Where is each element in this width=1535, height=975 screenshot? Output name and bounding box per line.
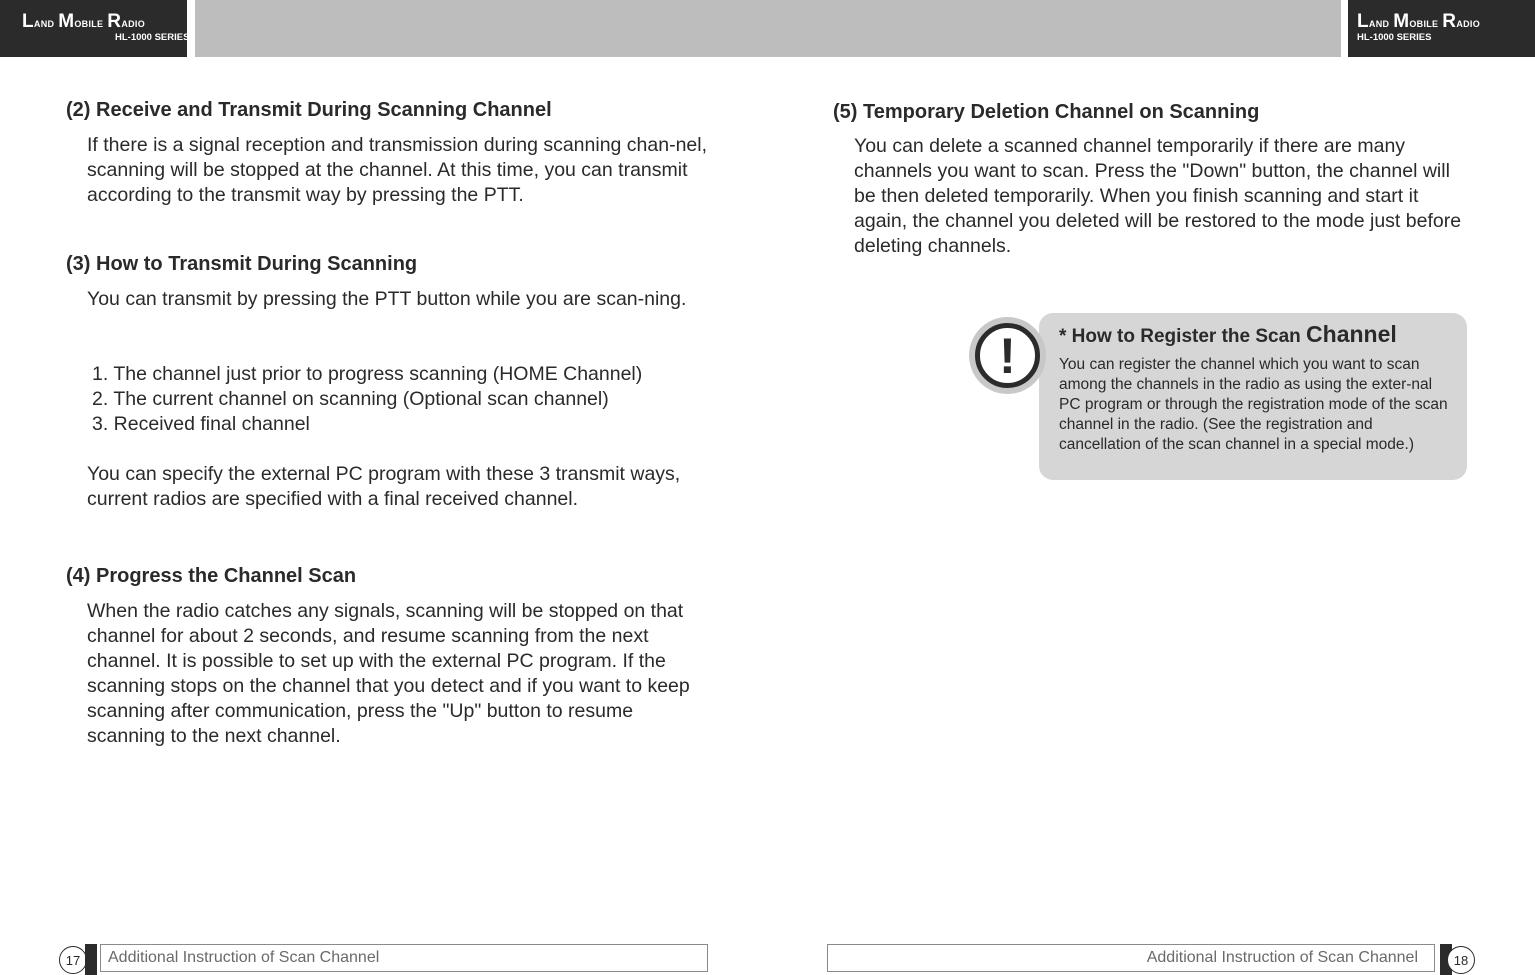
brand-word: adio xyxy=(1456,15,1481,30)
brand-letter: L xyxy=(22,11,34,32)
series-label-right: HL-1000 SERIES xyxy=(1357,32,1432,43)
footer-label-right: Additional Instruction of Scan Channel xyxy=(827,944,1435,972)
brand-title-left xyxy=(22,11,145,33)
section-3-outro: You can specify the external PC program with these 3 transmit ways, current radios are specified with a final received channel. xyxy=(87,463,681,510)
list-item: 1. The channel just prior to progress scanning (HOME Channel) xyxy=(92,363,643,385)
section-2-body: If there is a signal reception and transmission during scanning chan-nel, scanning will be stopped at the channel. At this time, you can transmit according to the transmit way by pressing the PTT. xyxy=(87,134,708,206)
page-number-left: 17 xyxy=(59,946,87,974)
brand-letter: R xyxy=(1442,11,1457,32)
section-3-intro: You can transmit by pressing the PTT button while you are scan-ning. xyxy=(87,288,687,310)
note-title-prefix: * How to Register the Scan xyxy=(1059,326,1307,347)
brand-word: and xyxy=(33,15,59,30)
footer-tab-left xyxy=(85,944,97,975)
brand-word: obile xyxy=(1409,15,1443,30)
note-title xyxy=(1059,321,1397,348)
note-title-emphasis: Channel xyxy=(1306,321,1397,347)
exclamation-icon xyxy=(969,317,1046,394)
section-5-body: You can delete a scanned channel temporarily if there are many channels you want to scan. Press the "Down" button, the channel will be then deleted temporarily. When you finish scanning and start it again, the channel you deleted will be restored to the mode just before deleting channels. xyxy=(854,135,1462,257)
header-bar xyxy=(195,0,1341,57)
header-right-badge xyxy=(1348,0,1535,57)
brand-word: adio xyxy=(121,15,146,30)
section-4-title: (4) Progress the Channel Scan xyxy=(66,565,357,587)
section-2-title: (2) Receive and Transmit During Scanning Channel xyxy=(66,99,552,121)
section-5-title: (5) Temporary Deletion Channel on Scanning xyxy=(833,101,1260,123)
section-4-body: When the radio catches any signals, scanning will be stopped on that channel for about 2 seconds, and resume scanning from the next channel. It is possible to set up with the external PC program. If the scanning stops on the channel that you detect and if you want to keep scanning after communication, press the "Up" button to resume scanning to the next channel. xyxy=(87,600,690,747)
exclamation-glyph: ! xyxy=(975,323,1040,388)
list-item: 3. Received final channel xyxy=(92,413,310,435)
section-3-title: (3) How to Transmit During Scanning xyxy=(66,253,418,275)
brand-letter: L xyxy=(1357,11,1369,32)
header-left-badge xyxy=(0,0,190,57)
note-body: You can register the channel which you want to scan among the channels in the radio as using the exter-nal PC program or through the registration mode of the scan channel in the radio. (See the registration and cancellation of the scan channel in a special mode.) xyxy=(1059,356,1448,453)
brand-letter: M xyxy=(1393,11,1410,32)
brand-title-right xyxy=(1357,11,1480,33)
brand-word: obile xyxy=(74,15,108,30)
brand-letter: M xyxy=(58,11,75,32)
list-item: 2. The current channel on scanning (Optional scan channel) xyxy=(92,388,609,410)
brand-word: and xyxy=(1368,15,1394,30)
page-number-right: 18 xyxy=(1447,946,1475,974)
series-label-left: HL-1000 SERIES xyxy=(115,32,190,43)
footer-label-left: Additional Instruction of Scan Channel xyxy=(100,944,708,972)
brand-letter: R xyxy=(107,11,122,32)
note-box xyxy=(1039,313,1467,480)
